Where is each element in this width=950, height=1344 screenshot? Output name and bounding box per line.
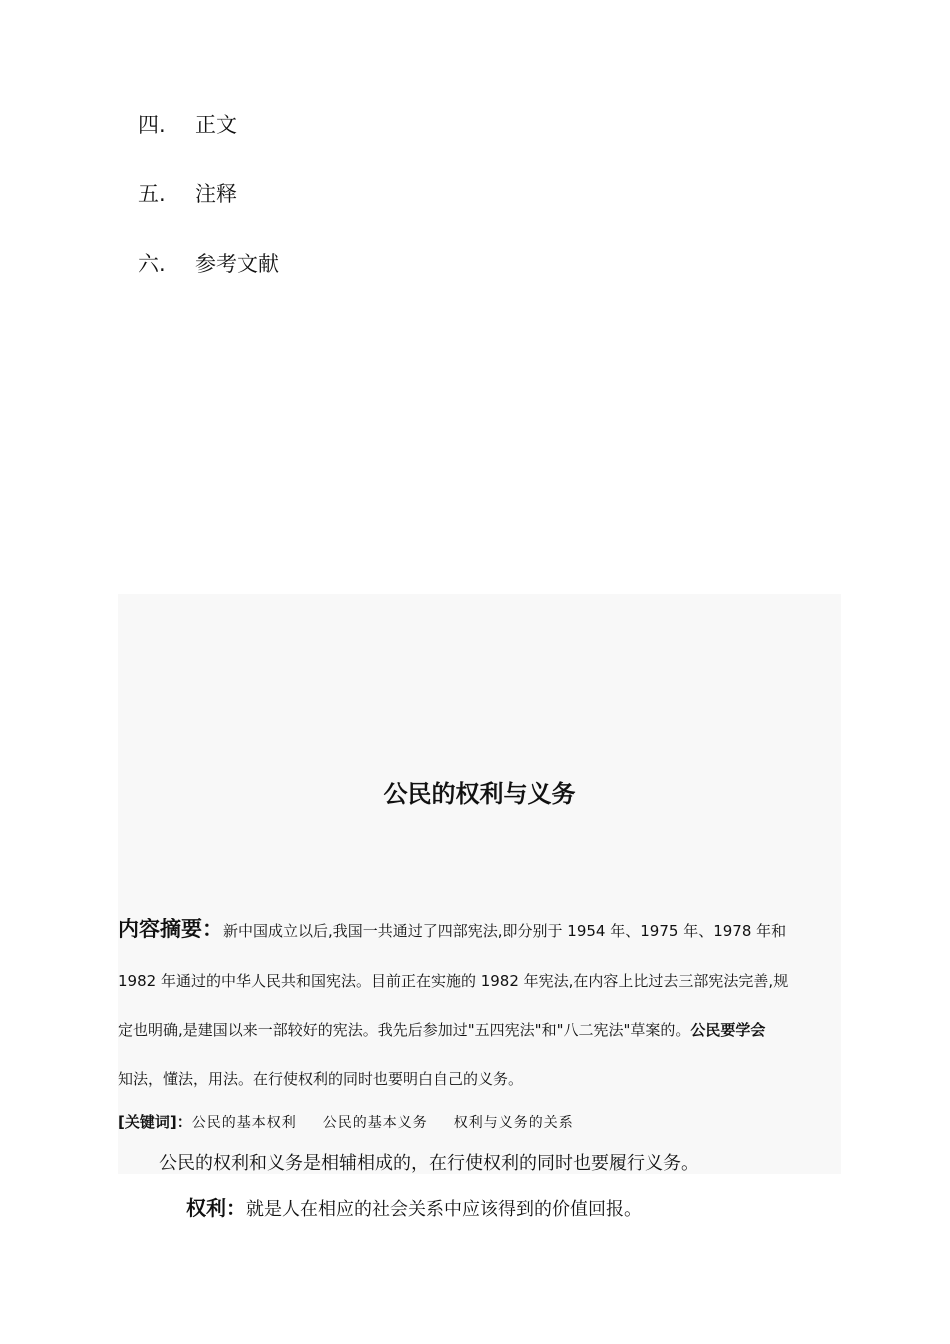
abstract-emphasis: 公民要学会 xyxy=(690,1021,766,1039)
definition-label: 权利： xyxy=(186,1196,246,1220)
toc-item-notes xyxy=(138,180,237,208)
keywords-label: [关键词]： xyxy=(118,1113,192,1131)
abstract-label: 内容摘要： xyxy=(118,918,223,941)
toc-label: 注释 xyxy=(195,182,237,206)
abstract-text: 定也明确,是建国以来一部较好的宪法。我先后参加过"五四宪法"和"八二宪法"草案的。 xyxy=(118,1021,691,1039)
toc-item-main-text xyxy=(138,111,237,139)
toc-number: 六. xyxy=(138,252,166,276)
abstract-line-3 xyxy=(118,1019,841,1041)
body-paragraph: 公民的权利和义务是相辅相成的，在行使权利的同时也要履行义务。 xyxy=(159,1153,699,1174)
keyword-item: 公民的基本义务 xyxy=(322,1115,428,1131)
keyword-item: 公民的基本权利 xyxy=(191,1115,297,1131)
abstract-line-2: 1982 年通过的中华人民共和国宪法。目前正在实施的 1982 年宪法,在内容上比过去三部宪法完善,规 xyxy=(118,972,789,990)
toc-label: 正文 xyxy=(195,113,237,137)
toc-label: 参考文献 xyxy=(195,252,279,276)
keyword-item: 权利与义务的关系 xyxy=(453,1115,574,1131)
toc-number: 五. xyxy=(138,182,166,206)
keywords-line xyxy=(118,1111,574,1134)
toc-number: 四. xyxy=(138,113,166,137)
definition-text: 就是人在相应的社会关系中应该得到的价值回报。 xyxy=(246,1199,642,1220)
abstract-text: 新中国成立以后,我国一共通过了四部宪法,即分别于 1954 年、1975 年、1978 年和 xyxy=(223,922,787,940)
abstract-line-4: 知法，懂法，用法。在行使权利的同时也要明白自己的义务。 xyxy=(118,1070,524,1088)
abstract-line-1 xyxy=(118,918,841,942)
document-title: 公民的权利与义务 xyxy=(383,780,576,808)
toc-item-references xyxy=(138,250,279,278)
definition-line xyxy=(186,1195,642,1223)
